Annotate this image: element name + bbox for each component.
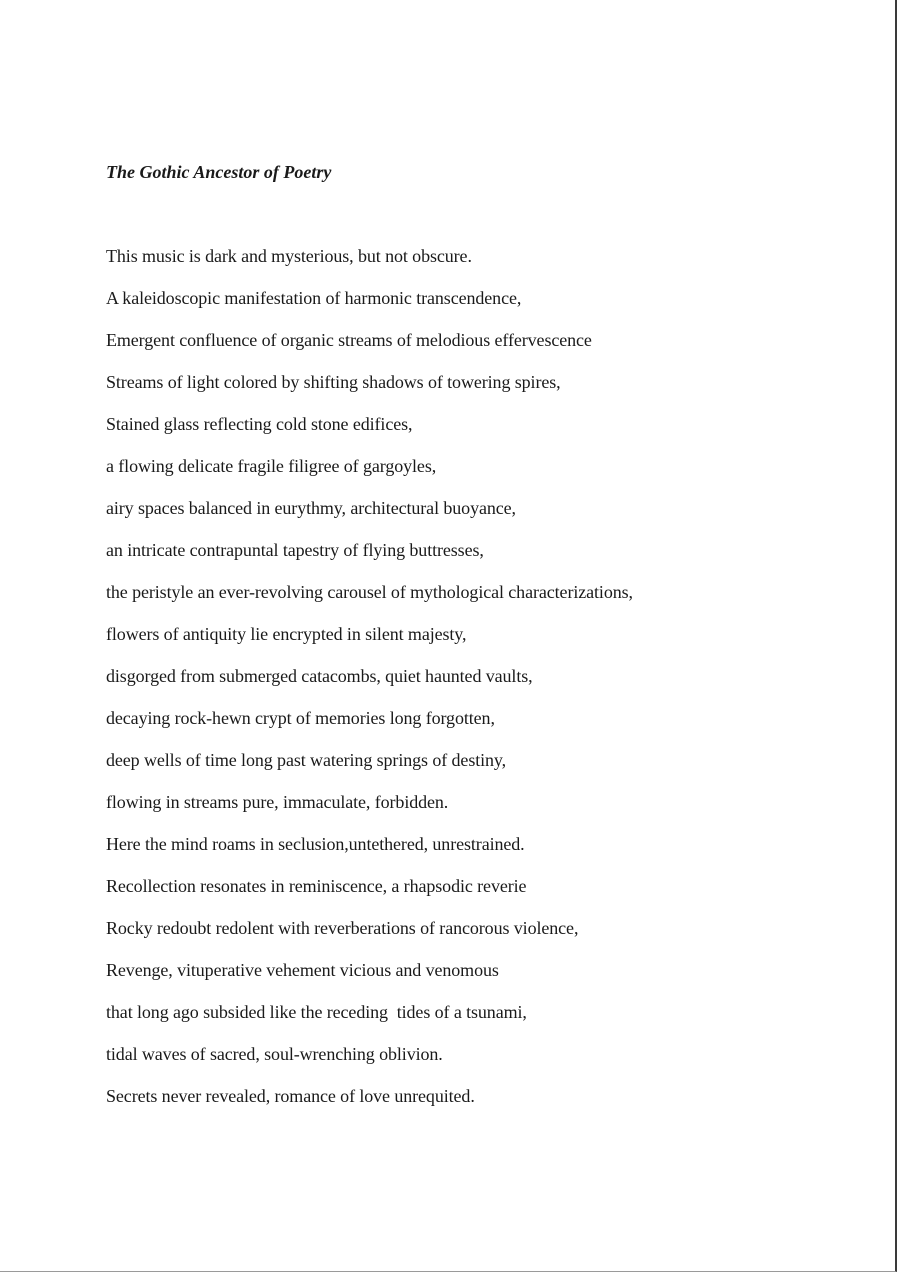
poem-line: Revenge, vituperative vehement vicious and venomous	[106, 960, 499, 980]
poem-line: decaying rock-hewn crypt of memories long forgotten,	[106, 708, 495, 728]
poem-line: flowers of antiquity lie encrypted in silent majesty,	[106, 624, 467, 644]
poem-title: The Gothic Ancestor of Poetry	[106, 162, 332, 182]
poem-line: deep wells of time long past watering springs of destiny,	[106, 750, 507, 770]
poem-line: disgorged from submerged catacombs, quiet haunted vaults,	[106, 666, 533, 686]
poem-line: This music is dark and mysterious, but not obscure.	[106, 246, 472, 266]
poem-line: Rocky redoubt redolent with reverberations of rancorous violence,	[106, 918, 579, 938]
poem-line: Secrets never revealed, romance of love unrequited.	[106, 1086, 475, 1106]
poem-body	[106, 244, 633, 1126]
poem-line: Here the mind roams in seclusion,untethered, unrestrained.	[106, 834, 525, 854]
poem-line: Emergent confluence of organic streams of melodious effervescence	[106, 330, 592, 350]
poem-line: flowing in streams pure, immaculate, forbidden.	[106, 792, 449, 812]
poem-line: Streams of light colored by shifting shadows of towering spires,	[106, 372, 561, 392]
poem-line: airy spaces balanced in eurythmy, architectural buoyance,	[106, 498, 516, 518]
poem-line: Recollection resonates in reminiscence, a rhapsodic reverie	[106, 876, 527, 896]
poem-line: a flowing delicate fragile filigree of gargoyles,	[106, 456, 437, 476]
poem-line: A kaleidoscopic manifestation of harmonic transcendence,	[106, 288, 522, 308]
poem-line: an intricate contrapuntal tapestry of flying buttresses,	[106, 540, 484, 560]
poem-line: tidal waves of sacred, soul-wrenching oblivion.	[106, 1044, 443, 1064]
poem-line: the peristyle an ever-revolving carousel of mythological characterizations,	[106, 582, 633, 602]
poem-line: that long ago subsided like the receding tides of a tsunami,	[106, 1002, 527, 1022]
poem-line: Stained glass reflecting cold stone edifices,	[106, 414, 413, 434]
